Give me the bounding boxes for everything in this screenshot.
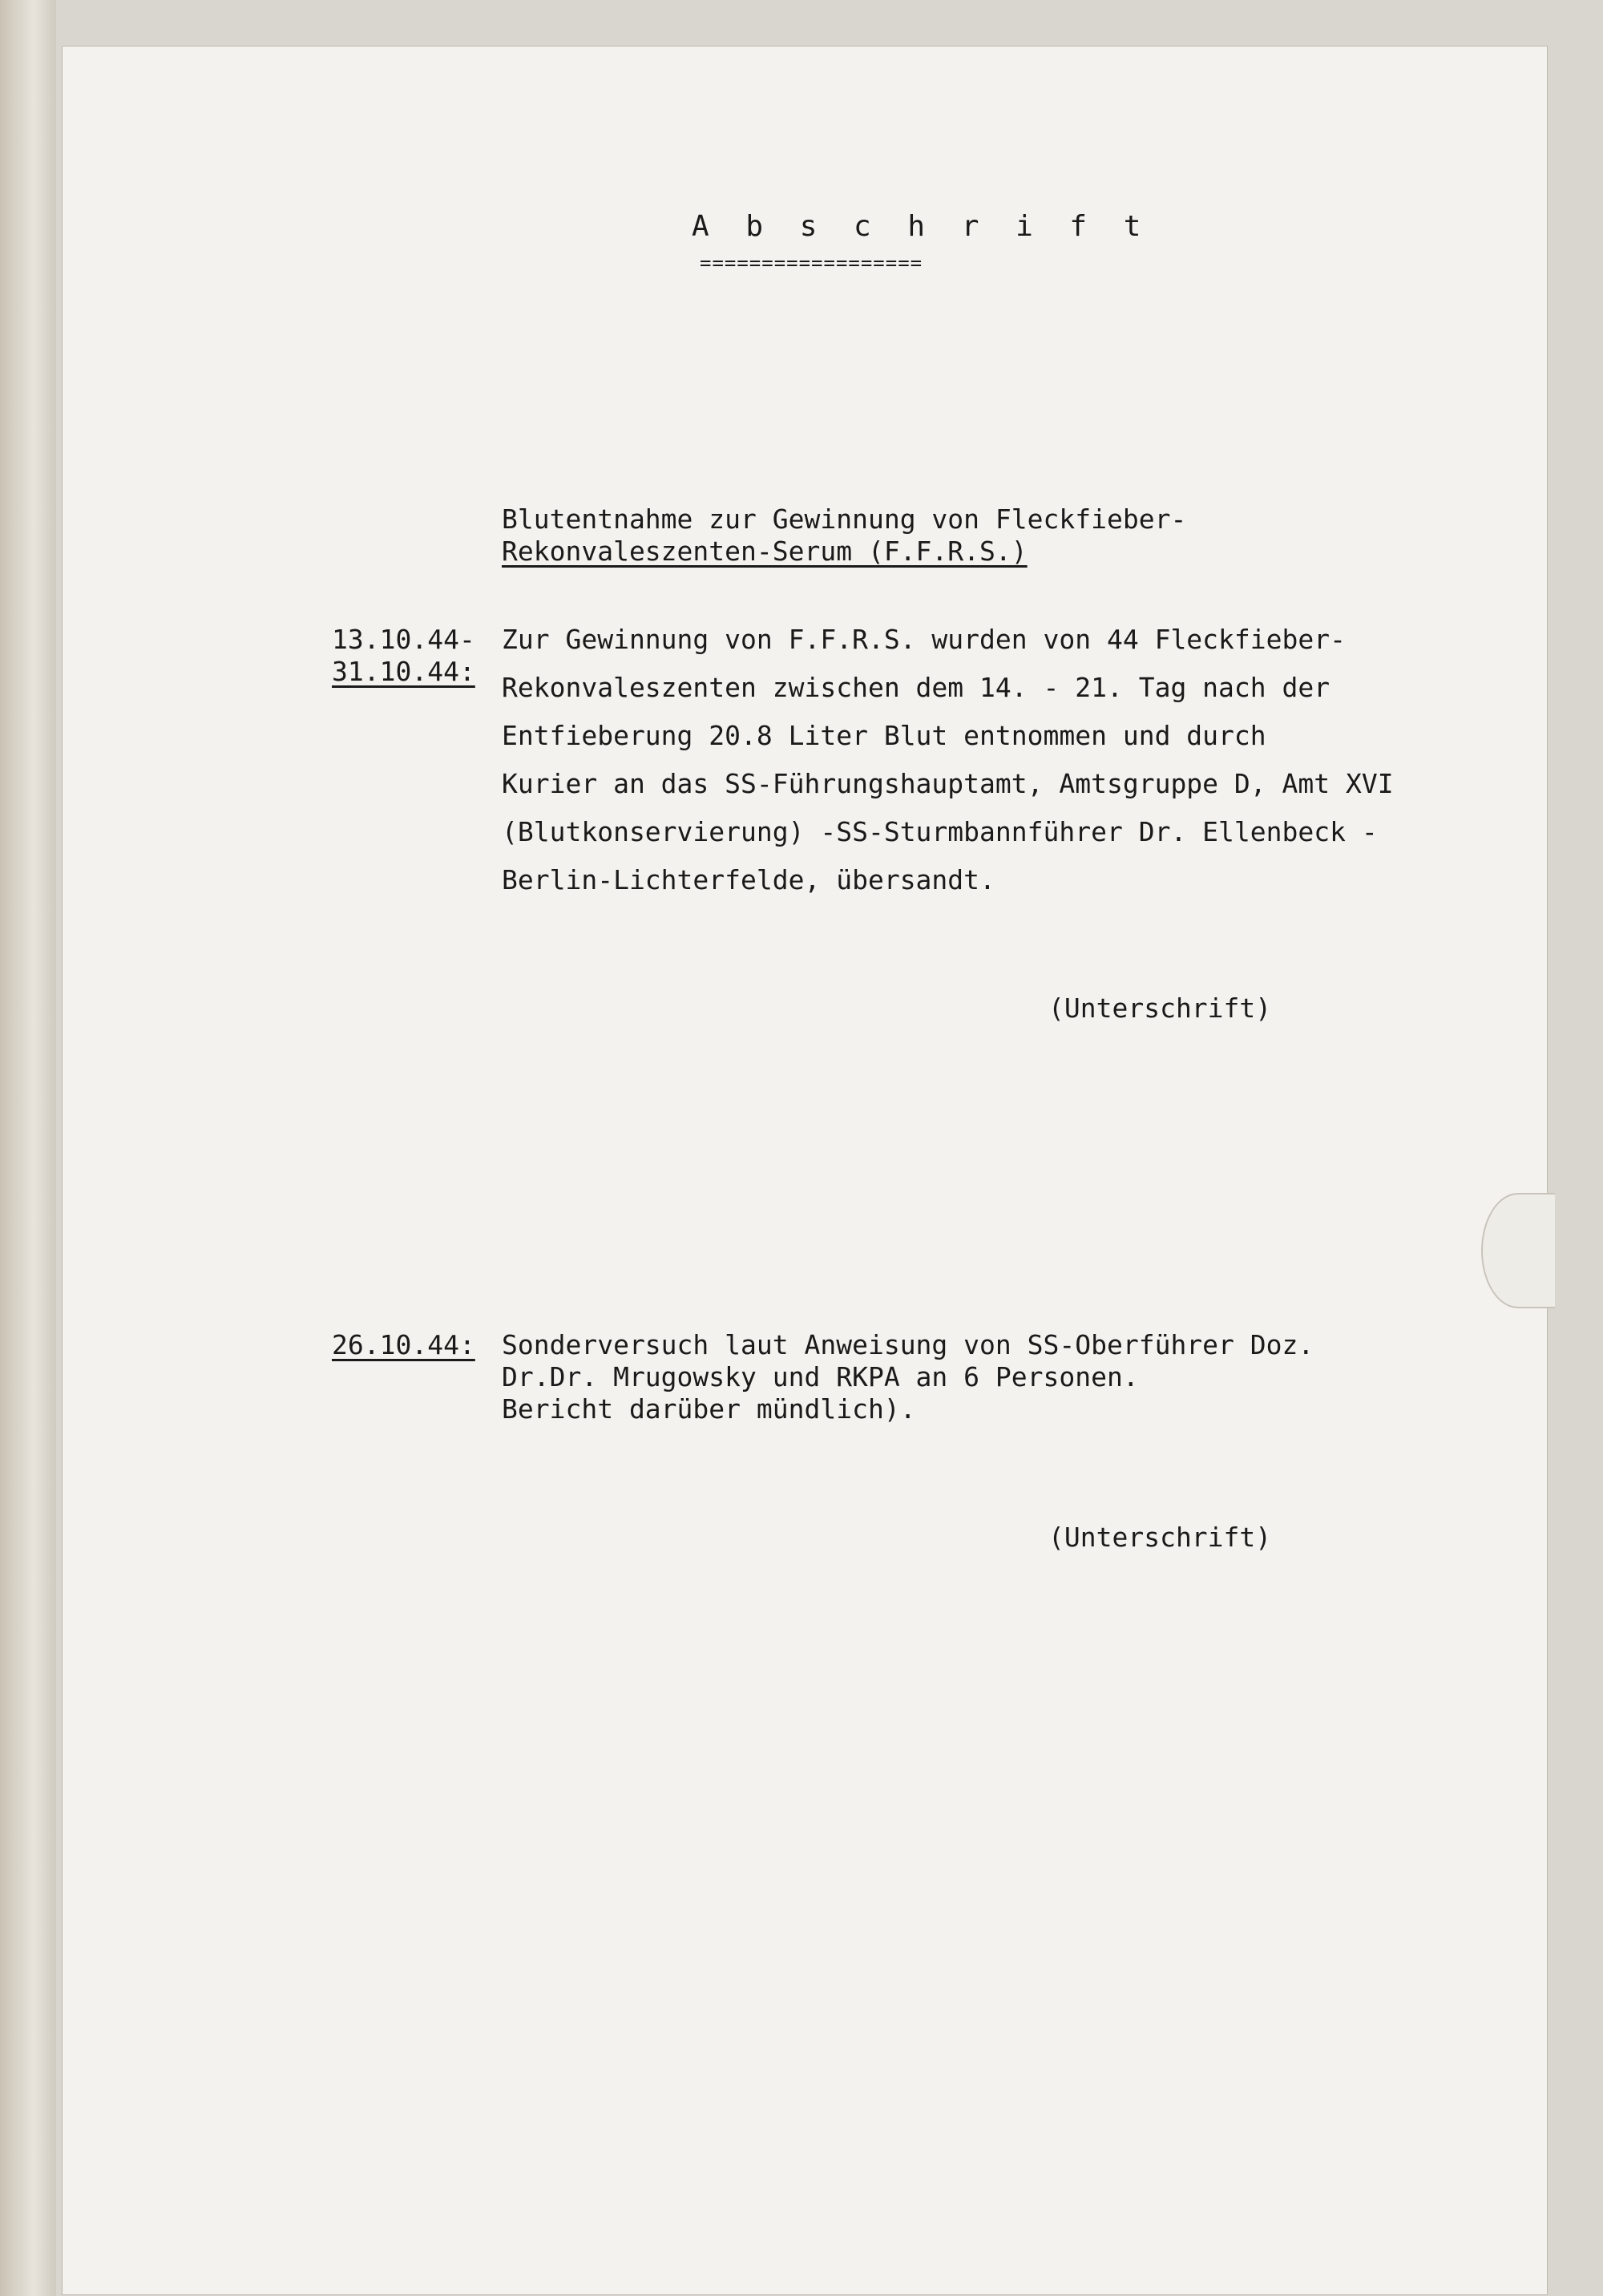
entry-1-date-end: 31.10.44: (332, 656, 475, 687)
entry-1-signature: (Unterschrift) (1048, 992, 1272, 1024)
entry-2-signature: (Unterschrift) (1048, 1522, 1272, 1553)
entry-1-text-line-3: Entfieberung 20.8 Liter Blut entnommen und durch (502, 720, 1266, 751)
entry-2-date: 26.10.44: (332, 1329, 475, 1360)
entry-1-text-line-5: (Blutkonservierung) -SS-Sturmbannführer Dr. Ellenbeck - (502, 816, 1378, 847)
entry-1-text-line-6: Berlin-Lichterfelde, übersandt. (502, 864, 995, 895)
entry-1-text-line-2: Rekonvaleszenten zwischen dem 14. - 21. Tag nach der (502, 672, 1330, 703)
title-underline: ================== (700, 252, 923, 274)
section-heading-line-2: Rekonvaleszenten-Serum (F.F.R.S.) (502, 536, 1028, 567)
document-page (63, 46, 1547, 2294)
page-tab-notch (1481, 1193, 1555, 1308)
entry-2-text-line-1: Sonderversuch laut Anweisung von SS-Oberführer Doz. (502, 1329, 1314, 1360)
entry-1-text-line-4: Kurier an das SS-Führungshauptamt, Amtsgruppe D, Amt XVI (502, 768, 1394, 799)
entry-1-text-line-1: Zur Gewinnung von F.F.R.S. wurden von 44 Fleckfieber- (502, 624, 1346, 655)
document-title: A b s c h r i f t (692, 210, 1151, 243)
entry-2-text-line-2: Dr.Dr. Mrugowsky und RKPA an 6 Personen. (502, 1361, 1139, 1393)
section-heading-line-1: Blutentnahme zur Gewinnung von Fleckfieber- (502, 503, 1187, 535)
entry-1-date-start: 13.10.44- (332, 624, 475, 655)
entry-2-text-line-3: Bericht darüber mündlich). (502, 1393, 916, 1425)
binding-edge (0, 0, 56, 2296)
